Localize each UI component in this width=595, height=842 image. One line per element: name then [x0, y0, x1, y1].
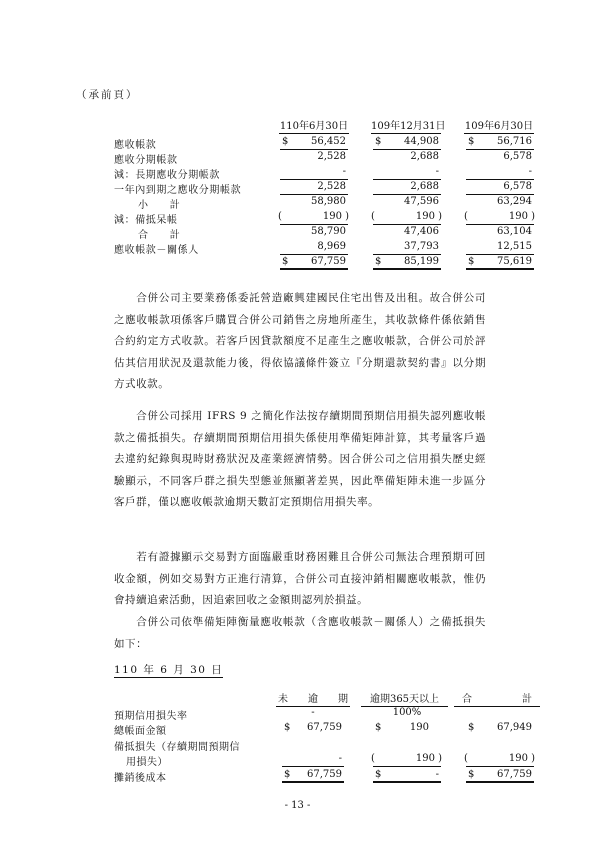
paragraph: 合併公司依準備矩陣衡量應收帳款（含應收帳款－關係人）之備抵損失如下：	[114, 616, 486, 650]
cell: $ 67,759	[282, 769, 344, 783]
cell: 47,596	[404, 196, 439, 207]
table-row	[0, 769, 595, 783]
cell: 6,578	[466, 181, 534, 195]
table-row	[0, 196, 595, 211]
table-row	[0, 707, 595, 721]
cell: 2,688	[373, 181, 441, 195]
cell: 8,969	[280, 241, 348, 255]
cell: 58,980	[311, 196, 346, 207]
row-label: 小 計	[138, 200, 181, 211]
table-row	[0, 151, 595, 166]
cell: $ 67,949	[468, 722, 532, 733]
row-label: 備抵損失（存續期間預期信	[114, 742, 240, 753]
cell: ( 190 )	[373, 211, 441, 225]
row-label: 應收帳款－關係人	[114, 245, 199, 256]
cell: -	[280, 166, 348, 180]
cell: 2,528	[280, 181, 348, 195]
table-row	[0, 753, 595, 767]
cell: 47,406	[404, 226, 439, 237]
cell: 63,294	[497, 196, 532, 207]
table-row	[0, 722, 595, 736]
cell: $ 190	[375, 722, 429, 733]
cell: $ 67,759	[284, 722, 342, 733]
cell: $ -	[373, 769, 441, 783]
cell: -	[311, 707, 315, 718]
cell: -	[282, 753, 344, 767]
row-label: 減：長期應收分期帳款	[114, 170, 220, 181]
ecl-header-col3: 合 計	[454, 690, 540, 707]
table1-header-col1: 110年6月30日	[279, 117, 349, 134]
table-row	[0, 166, 595, 181]
cell: ( 190 )	[466, 211, 534, 225]
paragraph: 合併公司主要業務係委託營造廠興建國民住宅出售及出租。故合併公司之應收帳款項係客戶購買合併公司銷售之房地所產生，其收款條件係依銷售合約約定方式收款。若客戶因貸款額度不足產生之應收帳款，合併公司於評估其信用狀況及還款能力後，得依協議條件簽立『分期還款契約書』以分期方式收款。	[114, 292, 486, 391]
row-label-continued: 用損失）	[126, 757, 168, 768]
cell: $ 44,908	[373, 136, 441, 150]
table-row	[0, 256, 595, 271]
paragraph: 若有證據顯示交易對方面臨嚴重財務困難且合併公司無法合理預期可回收金額，例如交易對方正進行清算，合併公司直接沖銷相關應收帳款，惟仍會持續追索活動，因追索回收之金額則認列於損益。	[114, 551, 486, 607]
cell: 63,104	[497, 226, 532, 237]
table1-header-col2: 109年12月31日	[371, 117, 441, 134]
continued-label: （承前頁）	[76, 89, 139, 101]
cell: 6,578	[503, 151, 532, 162]
cell: -	[373, 166, 441, 180]
table-row	[0, 136, 595, 151]
ecl-header-col2: 逾期365天以上	[361, 690, 448, 707]
row-label: 應收帳款	[114, 140, 157, 151]
cell: 12,515	[466, 241, 534, 255]
table-row	[0, 241, 595, 256]
ecl-date-heading: 110 年 6 月 30 日	[114, 664, 224, 676]
row-label: 預期信用損失率	[114, 711, 188, 722]
cell: 37,793	[373, 241, 441, 255]
table-row	[0, 738, 595, 752]
cell: ( 190 )	[373, 753, 441, 767]
table-row	[0, 226, 595, 241]
cell: $ 85,199	[373, 256, 441, 270]
cell: -	[466, 166, 534, 180]
row-label: 合 計	[138, 230, 181, 241]
cell: $ 56,716	[466, 136, 534, 150]
cell: $ 67,759	[280, 256, 348, 270]
cell: 58,790	[311, 226, 346, 237]
row-label: 總帳面金額	[114, 726, 167, 737]
table1-header-col3: 109年6月30日	[464, 117, 534, 134]
table-row	[0, 181, 595, 196]
row-label: 攤銷後成本	[114, 773, 167, 784]
table-row	[0, 211, 595, 226]
row-label: 減：備抵呆帳	[114, 215, 178, 226]
cell: 2,688	[410, 151, 439, 162]
cell: $ 56,452	[280, 136, 348, 150]
cell: 2,528	[317, 151, 346, 162]
cell: ( 190 )	[280, 211, 348, 225]
row-label: 一年內到期之應收分期帳款	[114, 185, 242, 196]
row-label: 應收分期帳款	[114, 155, 178, 166]
cell: ( 190 )	[466, 753, 534, 767]
ecl-header-col1: 未 逾 期	[276, 690, 350, 707]
paragraph: 合併公司採用 IFRS 9 之簡化作法按存續期間預期信用損失認列應收帳款之備抵損失。存續期間預期信用損失係使用準備矩陣計算，其考量客戶過去違約紀錄與現時財務狀況及產業經濟情勢。因合併公司之信用損失歷史經驗顯示，不同客戶群之損失型態並無顯著差異，因此準備矩陣未進一步區分客戶群，僅以應收帳款逾期天數訂定預期信用損失率。	[114, 410, 486, 509]
cell: $ 67,759	[466, 769, 534, 783]
cell: $ 75,619	[466, 256, 534, 270]
cell: 100%	[392, 707, 422, 718]
page-number: - 13 -	[284, 800, 311, 811]
